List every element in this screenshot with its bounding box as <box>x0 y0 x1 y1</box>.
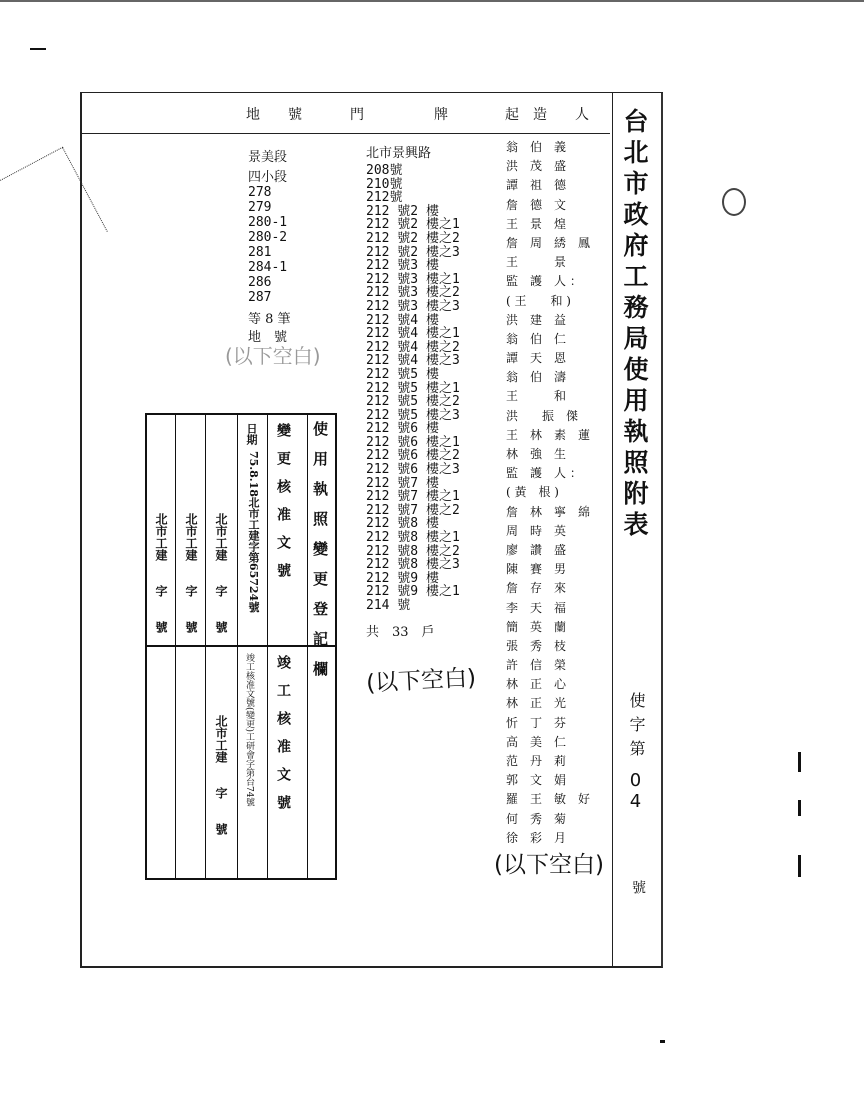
document-title: 台北市政府工務局使用執照附表 <box>620 108 649 542</box>
lot-number: 280-1 <box>248 215 288 230</box>
scan-mark <box>798 800 801 816</box>
door-number-entry: 212 號3 樓之2 <box>366 285 460 301</box>
stamp-column-rule <box>205 415 206 878</box>
owner-name: 廖 讚 盛 <box>506 542 567 557</box>
owner-name: 監 護 人 ： <box>506 466 582 481</box>
stamp-column-2: 北市工建 字 號 <box>184 513 198 633</box>
door-number-entry: 212 號2 樓 <box>366 203 439 219</box>
door-number-entry: 212 號5 樓之3 <box>366 407 460 423</box>
faint-blank-note: (以下空白) <box>225 344 321 368</box>
owner-name: 王 林 素 蓮 <box>506 427 591 442</box>
door-number-entry: 212 號9 樓之1 <box>366 584 460 600</box>
owner-name: 洪 建 益 <box>506 312 567 327</box>
door-number-entry: 212 號2 樓之1 <box>366 217 460 233</box>
door-number-entry: 212 號5 樓之2 <box>366 394 460 410</box>
owner-name: ( 黃 根 ) <box>506 485 559 500</box>
owner-name: 詹 存 來 <box>506 581 567 596</box>
door-number-entry: 212號 <box>366 190 403 206</box>
owner-name: 洪 振 傑 <box>506 408 579 423</box>
door-number-entry: 212 號7 樓之2 <box>366 502 460 518</box>
owner-name: 范 丹 莉 <box>506 754 567 768</box>
household-total: 共 33 戶 <box>366 624 435 640</box>
usage-number-value: 04 <box>625 770 646 812</box>
owner-name: 王 景 <box>506 255 567 270</box>
stamp-date-label: 日期 <box>245 423 258 445</box>
lot-number: 287 <box>248 290 272 305</box>
door-number-entry: 214 號 <box>366 598 411 613</box>
door-number-entry: 212 號8 樓之3 <box>366 557 460 573</box>
lot-number-list <box>248 186 291 306</box>
door-number-entry: 212 號8 樓 <box>366 516 439 532</box>
door-number-entry: 212 號6 樓之1 <box>366 434 460 450</box>
owner-name: ( 王 和 ) <box>506 293 571 308</box>
lot-number: 280-2 <box>248 230 288 245</box>
lot-number: 278 <box>248 185 272 200</box>
lot-number: 279 <box>248 200 272 215</box>
owner-name: 徐 彩 月 <box>506 830 567 845</box>
door-number-entry: 208號 <box>366 163 403 178</box>
stamp-column-rule <box>237 415 238 878</box>
owner-name: 王 景 煌 <box>506 216 567 231</box>
door-number-entry: 212 號7 樓 <box>366 475 439 491</box>
header-lot: 地 號 <box>246 107 302 123</box>
door-column <box>366 142 460 640</box>
stamp-column-4: 北市工建 字 號 <box>214 715 228 835</box>
door-number-entry: 212 號6 樓 <box>366 421 439 437</box>
door-number-entry: 210號 <box>366 176 403 192</box>
owner-name: 忻 丁 芬 <box>506 715 567 730</box>
stamp-change-label: 變 更 核 准 文 號 <box>275 423 291 577</box>
door-number-entry: 212 號6 樓之2 <box>366 448 460 464</box>
owner-name: 譚 天 恩 <box>506 351 567 366</box>
lot-number: 281 <box>248 245 272 260</box>
owner-name: 王 和 <box>506 389 567 404</box>
owner-name: 詹 周 綉 鳳 <box>506 235 591 250</box>
scan-mark <box>30 48 46 50</box>
scan-mark <box>798 752 801 772</box>
lot-column <box>248 146 291 344</box>
owner-column <box>506 138 590 848</box>
owner-name: 翁 伯 濤 <box>506 370 567 385</box>
stamp-column-rule <box>267 415 268 878</box>
owner-name: 詹 林 寧 綿 <box>506 504 591 519</box>
stamp-column-rule <box>175 415 176 878</box>
door-number-entry: 212 號3 樓 <box>366 258 439 274</box>
header-owner: 起 造 人 <box>505 107 589 123</box>
door-number-entry: 212 號4 樓 <box>366 312 439 328</box>
owner-name: 許 信 榮 <box>506 658 567 673</box>
lot-number: 284-1 <box>248 260 288 275</box>
road-name: 北市景興路 <box>366 146 432 161</box>
owner-name: 簡 英 蘭 <box>506 619 567 634</box>
stamp-entry-2: 竣工核准文號(變更)工研會字第台74號 <box>244 653 254 807</box>
header-door: 門 牌 <box>350 107 448 123</box>
scan-edge <box>0 0 864 2</box>
owner-name: 監 護 人 ： <box>506 274 582 289</box>
door-number-entry: 212 號5 樓之1 <box>366 380 460 396</box>
title-divider <box>612 92 613 968</box>
usage-number-label: 使字第 <box>627 692 646 764</box>
door-number-entry: 212 號9 樓 <box>366 570 439 586</box>
door-number-entry: 212 號8 樓之2 <box>366 543 460 559</box>
stamp-column-3: 北市工建 字 號 <box>154 513 168 633</box>
stamp-entry-1: 75.8.18北市工建字第65724號 <box>247 451 260 613</box>
door-blank-note: (以下空白) <box>365 665 477 697</box>
owner-name: 翁 伯 義 <box>506 140 567 154</box>
stamp-column-1: 北市工建 字 號 <box>214 513 228 633</box>
owner-name: 陳 賽 男 <box>506 562 567 577</box>
header-rule <box>80 133 610 134</box>
door-number-entry: 212 號5 樓 <box>366 366 439 382</box>
owner-name: 高 美 仁 <box>506 734 567 749</box>
door-number-entry: 212 號2 樓之3 <box>366 244 460 260</box>
owner-name: 林 強 生 <box>506 447 567 461</box>
owner-name: 翁 伯 仁 <box>506 331 567 346</box>
door-number-entry: 212 號8 樓之1 <box>366 530 460 546</box>
door-number-entry: 212 號2 樓之2 <box>366 230 460 246</box>
lot-count: 等 8 筆 <box>248 312 291 327</box>
scan-mark <box>798 855 801 877</box>
lot-count-suffix: 地 號 <box>248 330 288 345</box>
owner-name: 羅 王 敏 好 <box>506 792 591 807</box>
lot-subsection: 四小段 <box>248 170 288 185</box>
door-number-entry: 212 號6 樓之3 <box>366 462 460 478</box>
punch-hole-mark <box>722 188 746 216</box>
owner-name: 洪 茂 盛 <box>506 159 567 174</box>
door-number-entry: 212 號4 樓之2 <box>366 339 460 355</box>
door-number-entry: 212 號7 樓之1 <box>366 489 460 505</box>
top-border <box>80 92 663 93</box>
owner-name: 何 秀 菊 <box>506 811 567 826</box>
door-number-entry: 212 號4 樓之3 <box>366 353 460 369</box>
owner-blank-note: (以下空白) <box>494 852 604 878</box>
stamp-column-rule <box>307 415 308 878</box>
stamp-completion-label: 竣 工 核 准 文 號 <box>275 655 291 809</box>
owner-name: 郭 文 娟 <box>506 773 567 788</box>
change-record-stamp <box>145 413 337 880</box>
lot-number: 286 <box>248 275 272 290</box>
owner-name: 李 天 福 <box>506 600 567 615</box>
door-number-entry: 212 號4 樓之1 <box>366 326 460 342</box>
owner-name: 林 正 光 <box>506 696 567 711</box>
owner-name: 林 正 心 <box>506 677 567 692</box>
door-number-entry: 212 號3 樓之1 <box>366 271 460 287</box>
stamp-header: 使 用 執 照 變 更 登 記 欄 <box>311 421 329 676</box>
owner-name: 周 時 英 <box>506 523 567 538</box>
door-number-entry: 212 號3 樓之3 <box>366 298 460 314</box>
owner-name: 譚 祖 德 <box>506 178 567 193</box>
owner-name: 張 秀 枝 <box>506 638 567 653</box>
lot-section: 景美段 <box>248 150 288 165</box>
scan-mark <box>660 1040 665 1043</box>
owner-name: 詹 德 文 <box>506 197 567 212</box>
door-number-list <box>366 164 460 613</box>
usage-number-suffix: 號 <box>630 880 646 894</box>
